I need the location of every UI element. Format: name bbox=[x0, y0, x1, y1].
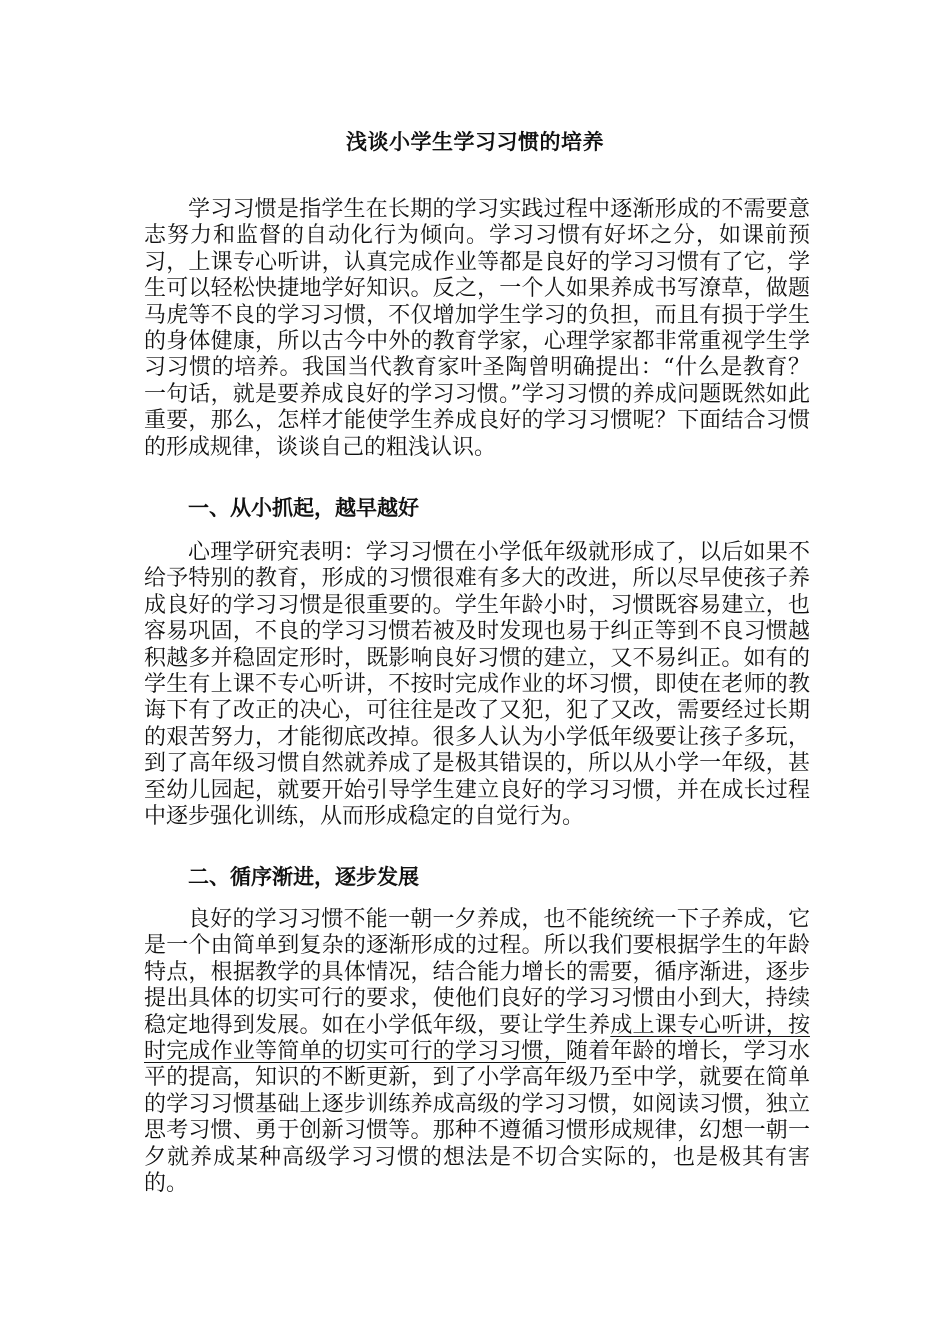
section-1-paragraph: 心理学研究表明：学习习惯在小学低年级就形成了，以后如果不给予特别的教育，形成的习惯很难有多大的改进，所以尽早使孩子养成良好的学习习惯是很重要的。学生年龄小时，习惯既容易建立，也容易巩固，不良的学习习惯若被及时发现也易于纠正等到不良习惯越积越多并稳固定形时，既影响良好习惯的建立，又不易纠正。如有的学生有上课不专心听讲，不按时完成作业的坏习惯，即使在老师的教诲下有了改正的决心，可往往是改了又犯，犯了又改，需要经过长期的艰苦努力，才能彻底改掉。很多人认为小学低年级要让孩子多玩，到了高年级习惯自然就养成了是极其错误的，所以从小学一年级，甚至幼儿园起，就要开始引导学生建立良好的学习习惯，并在成长过程中逐步强化训练，从而形成稳定的自觉行为。 bbox=[144, 540, 810, 830]
section-heading-1: 一、从小抓起，越早越好 bbox=[188, 496, 419, 520]
section-2-paragraph bbox=[144, 907, 810, 1197]
document-title: 浅谈小学生学习习惯的培养 bbox=[346, 130, 604, 154]
underlined-text: 成上课专心听讲，按时完成作业等简单的切实可行的学习习惯， bbox=[144, 1012, 810, 1065]
section-heading-2: 二、循序渐进，逐步发展 bbox=[188, 865, 419, 889]
section-2-text-end: 随着年龄的增长，学习水平的提高，知识的不断更新，到了小学高年级乃至中学，就要在简单的学习习惯基础上逐步训练养成高级的学习习惯，如阅读习惯，独立思考习惯、勇于创新习惯等。那种不遵循习惯形成规律，幻想一朝一夕就养成某种高级学习习惯的想法是不切合实际的，也是极其有害的。 bbox=[144, 1039, 810, 1197]
intro-paragraph: 学习习惯是指学生在长期的学习实践过程中逐渐形成的不需要意志努力和监督的自动化行为倾向。学习习惯有好坏之分，如课前预习，上课专心听讲，认真完成作业等都是良好的学习习惯有了它，学生可以轻松快捷地学好知识。反之，一个人如果养成书写潦草，做题马虎等不良的学习习惯，不仅增加学生学习的负担，而且有损于学生的身体健康，所以古今中外的教育学家，心理学家都非常重视学生学习习惯的培养。我国当代教育家叶圣陶曾明确提出：“什么是教育？一句话，就是要养成良好的学习习惯。”学习习惯的养成问题既然如此重要，那么，怎样才能使学生养成良好的学习习惯呢？下面结合习惯的形成规律，谈谈自己的粗浅认识。 bbox=[144, 197, 810, 460]
section-2-text-start: 良好的学习习惯不能一朝一夕养成，也不能统统一下子养成，它是一个由简单到复杂的逐渐形成的过程。所以我们要根据学生的年龄特点，根据教学的具体情况，结合能力增长的需要，循序渐进，逐步提出具体的切实可行的要求，使他们良好的学习习惯由小到大，持续稳定地得到发展。如在小学低年级，要让学生养 bbox=[144, 907, 810, 1038]
